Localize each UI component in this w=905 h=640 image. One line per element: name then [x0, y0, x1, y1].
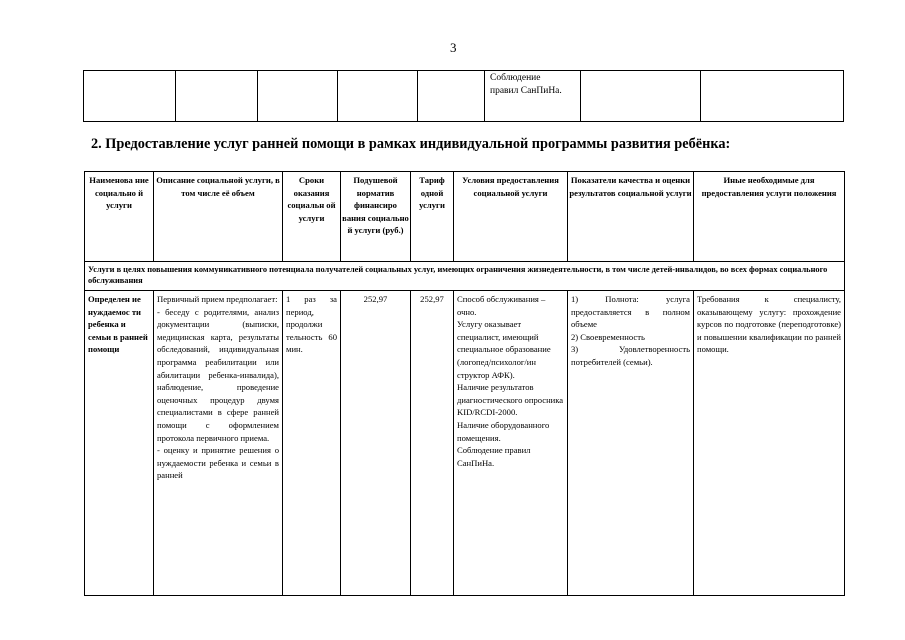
description-paragraph: Первичный прием предполагает:	[157, 294, 278, 304]
quality-item: 3) Удовлетворенность потребителей (семьи).	[571, 344, 690, 367]
group-row	[85, 262, 845, 291]
table-cell	[701, 71, 844, 122]
service-description	[154, 291, 283, 596]
table-row	[85, 291, 845, 596]
section-title: 2. Предоставление услуг ранней помощи в рамках индивидуальной программы развития ребёнка:	[91, 136, 731, 152]
services-table	[84, 171, 845, 596]
continued-table	[83, 70, 844, 122]
conditions-paragraph: Соблюдение правил СанПиНа.	[457, 445, 531, 468]
header-name: Наименова ние социально й услуги	[85, 172, 154, 262]
quality-item: 1) Полнота: услуга предоставляется в полном объеме	[571, 294, 690, 330]
table-cell	[581, 71, 701, 122]
header-norm: Подушевой норматив финансиро вания социально й услуги (руб.)	[341, 172, 411, 262]
cell-text: правил СанПиНа.	[490, 86, 562, 96]
conditions-paragraph: Наличие оборудованного помещения.	[457, 419, 550, 443]
conditions-paragraph: Наличие результатов диагностического опросника KID/RCDI-2000.	[457, 382, 564, 418]
table-cell	[485, 71, 581, 122]
service-conditions	[454, 291, 568, 596]
header-conditions: Условия предоставления социальной услуги	[454, 172, 568, 262]
service-other: Требования к специалисту, оказывающему услугу: прохождение курсов по подготовке (переподготовке) и повышении квалификации по ранней помощи.	[694, 291, 845, 596]
header-terms: Сроки оказания социальн ой услуги	[283, 172, 341, 262]
conditions-paragraph: Способ обслуживания – очно.	[457, 294, 546, 317]
service-name: Определен ие нуждаемос ти ребенка и семьи в ранней помощи	[85, 291, 154, 596]
service-norm: 252,97	[341, 291, 411, 596]
table-cell	[258, 71, 338, 122]
header-other: Иные необходимые для предоставления услуги положения	[694, 172, 845, 262]
cell-text: Соблюдение	[490, 73, 541, 83]
service-terms: 1 раз за период, продолжи тельность 60 мин.	[283, 291, 341, 596]
header-tariff: Тариф одной услуги	[411, 172, 454, 262]
group-title: Услуги в целях повышения коммуникативного потенциала получателей социальных услуг, имеющих ограничения жизнедеятельности, в том числе детей-инвалидов, во всех формах социального обслуживания	[85, 262, 845, 291]
table-header-row	[85, 172, 845, 262]
table-cell	[176, 71, 258, 122]
page-number: 3	[450, 40, 457, 55]
table-cell	[84, 71, 176, 122]
conditions-paragraph: Услугу оказывает специалист, имеющий специальное образование (логопед/психолог/ин структор АФК).	[457, 319, 551, 380]
table-cell	[418, 71, 485, 122]
header-description: Описание социальной услуги, в том числе её объем	[154, 172, 283, 262]
description-paragraph: - оценку и принятие решения о нуждаемости ребенка и семьи в ранней	[157, 445, 279, 481]
quality-item: 2) Своевременность	[571, 331, 645, 342]
service-tariff: 252,97	[411, 291, 454, 596]
header-quality: Показатели качества и оценки результатов социальной услуги	[568, 172, 694, 262]
description-paragraph: - беседу с родителями, анализ документации (выписки, медицинская карта, результаты обследований, индивидуальная программа реабилитации или абилитации ребенка-инвалида), наблюдение, проведение оценочных процедур двумя специалистами в сфере ранней помощи с оформлением протокола первичного приема.	[157, 306, 279, 443]
service-quality	[568, 291, 694, 596]
table-cell	[338, 71, 418, 122]
